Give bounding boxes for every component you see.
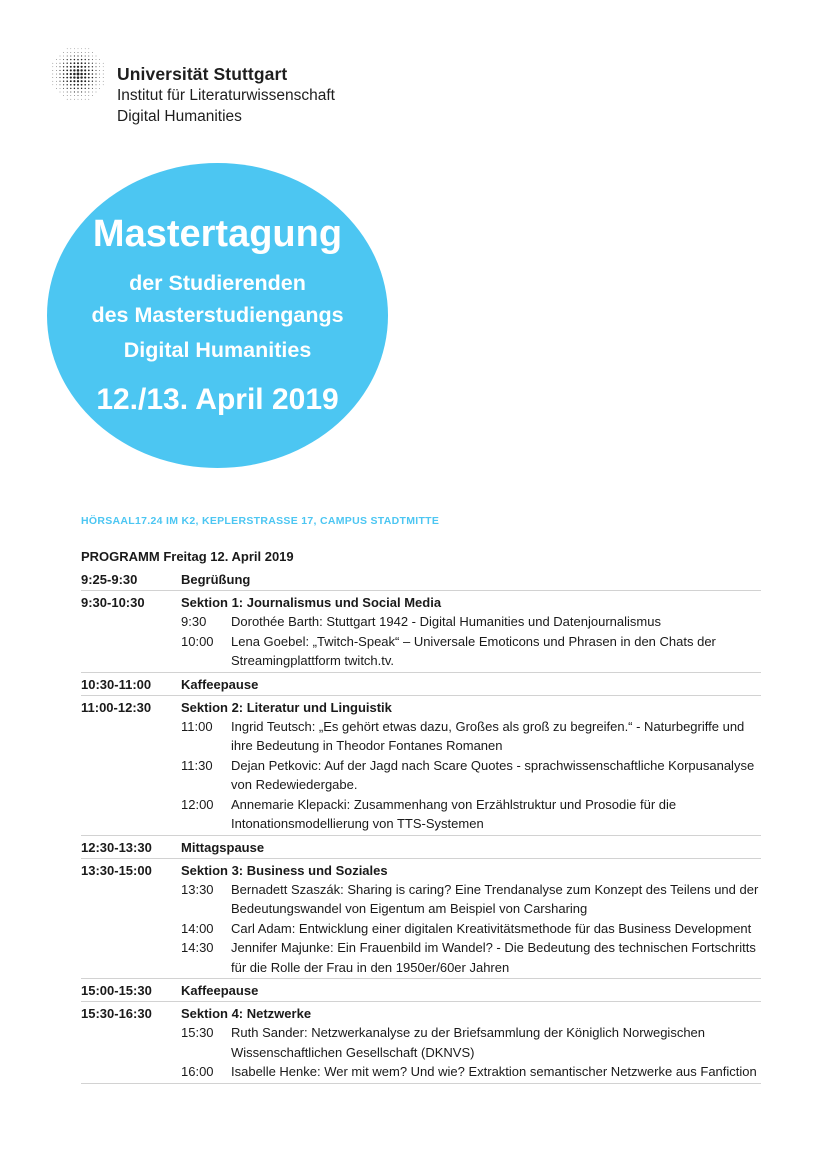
hero-circle: [47, 163, 388, 468]
slot-time: 10:30-11:00: [81, 676, 152, 692]
talk-time: 11:00: [181, 718, 213, 734]
talk-row: [81, 612, 761, 632]
talk-time: 11:30: [181, 757, 213, 773]
slot-time: 15:30-16:30: [81, 1006, 152, 1021]
event-date: 12./13. April 2019: [96, 383, 339, 416]
slot-time: 9:30-10:30: [81, 595, 145, 610]
schedule-slot: [81, 1004, 761, 1084]
program-schedule: [81, 570, 761, 1086]
slot-header: [81, 570, 761, 589]
talk-row: [81, 632, 761, 671]
event-subtitle-line-2: des Masterstudiengangs: [91, 303, 344, 327]
talk-title: Jennifer Majunke: Ein Frauenbild im Wandel? - Die Bedeutung des technischen Fortschritts für die Rolle der Frau in den 1950er/60er Jahren: [231, 940, 756, 975]
slot-time: 13:30-15:00: [81, 862, 152, 878]
talk-title: Dorothée Barth: Stuttgart 1942 - Digital Humanities und Datenjournalismus: [231, 614, 661, 629]
program-title: PROGRAMM Freitag 12. April 2019: [81, 549, 294, 564]
slot-time: 15:00-15:30: [81, 983, 152, 998]
slot-time: 12:30-13:30: [81, 839, 152, 855]
event-subtitle-line-1: der Studierenden: [129, 271, 306, 295]
talk-title: Lena Goebel: „Twitch-Speak“ – Universale Emoticons und Phrasen in den Chats der Streamingplattform twitch.tv.: [231, 633, 716, 668]
schedule-slot: [81, 981, 761, 1002]
talk-row: [81, 756, 761, 795]
talk-row: [81, 938, 761, 977]
university-name: Universität Stuttgart: [117, 64, 288, 84]
talk-time: 14:30: [181, 940, 214, 955]
slot-header: [81, 861, 761, 880]
talk-title: Ruth Sander: Netzwerkanalyse zu der Briefsammlung der Königlich Norwegischen Wissenschaftlichen Gesellschaft (DKNVS): [231, 1025, 706, 1060]
slot-title: Sektion 2: Literatur und Linguistik: [181, 699, 392, 715]
talk-title: Ingrid Teutsch: „Es gehört etwas dazu, Großes als groß zu begreifen.“ - Naturbegriffe und ihre Bedeutung in Theodor Fontanes Romanen: [231, 718, 745, 753]
event-subtitle-line-3: Digital Humanities: [123, 338, 312, 362]
slot-time: 11:00-12:30: [81, 699, 152, 715]
talk-row: [81, 1023, 761, 1062]
slot-header: [81, 838, 761, 857]
talk-row: [81, 795, 761, 834]
event-title: Mastertagung: [92, 213, 343, 255]
slot-title: Sektion 1: Journalismus und Social Media: [181, 595, 442, 610]
talk-time: 15:30: [181, 1025, 214, 1040]
schedule-slot: [81, 838, 761, 859]
talk-row: [81, 717, 761, 756]
slot-title: Mittagspause: [181, 839, 265, 855]
talk-row: [81, 880, 761, 919]
schedule-slot: [81, 675, 761, 696]
talk-title: Annemarie Klepacki: Zusammenhang von Erzählstruktur und Prosodie für die Intonationsmodellierung von TTS-Systemen: [231, 796, 677, 831]
slot-header: [81, 698, 761, 717]
talk-time: 14:00: [181, 920, 214, 936]
talk-time: 10:00: [181, 633, 214, 649]
schedule-slot: [81, 698, 761, 836]
slot-time: 9:25-9:30: [81, 572, 138, 587]
talk-time: 9:30: [181, 614, 207, 629]
slot-title: Kaffeepause: [181, 676, 259, 692]
slot-title: Begrüßung: [181, 572, 251, 587]
schedule-slot: [81, 861, 761, 980]
slot-title: Sektion 4: Netzwerke: [181, 1006, 312, 1021]
talk-time: 12:00: [181, 796, 214, 812]
talk-time: 16:00: [181, 1064, 214, 1079]
talk-title: Bernadett Szaszák: Sharing is caring? Eine Trendanalyse zum Konzept des Teilens und der Bedeutungswandel von Eigentum am Beispiel von Carsharing: [231, 881, 759, 916]
talk-title: Carl Adam: Entwicklung einer digitalen Kreativitätsmethode für das Business Development: [231, 920, 752, 936]
slot-header: [81, 593, 761, 612]
schedule-slot: [81, 593, 761, 673]
slot-header: [81, 981, 761, 1000]
slot-header: [81, 1004, 761, 1023]
talk-row: [81, 919, 761, 939]
department-name: Digital Humanities: [117, 108, 242, 125]
slot-title: Sektion 3: Business und Soziales: [181, 862, 388, 878]
talk-title: Isabelle Henke: Wer mit wem? Und wie? Extraktion semantischer Netzwerke aus Fanfiction: [231, 1064, 757, 1079]
event-location: HÖRSAAL17.24 IM K2, KEPLERSTRASSE 17, CAMPUS STADTMITTE: [81, 515, 440, 527]
talk-row: [81, 1062, 761, 1082]
talk-title: Dejan Petkovic: Auf der Jagd nach Scare Quotes - sprachwissenschaftliche Korpusanalyse von Redewiedergabe.: [231, 757, 755, 792]
university-logo-icon: [50, 46, 106, 102]
slot-title: Kaffeepause: [181, 983, 259, 998]
institute-name: Institut für Literaturwissenschaft: [117, 87, 335, 104]
schedule-slot: [81, 570, 761, 591]
talk-time: 13:30: [181, 881, 214, 897]
slot-header: [81, 675, 761, 694]
